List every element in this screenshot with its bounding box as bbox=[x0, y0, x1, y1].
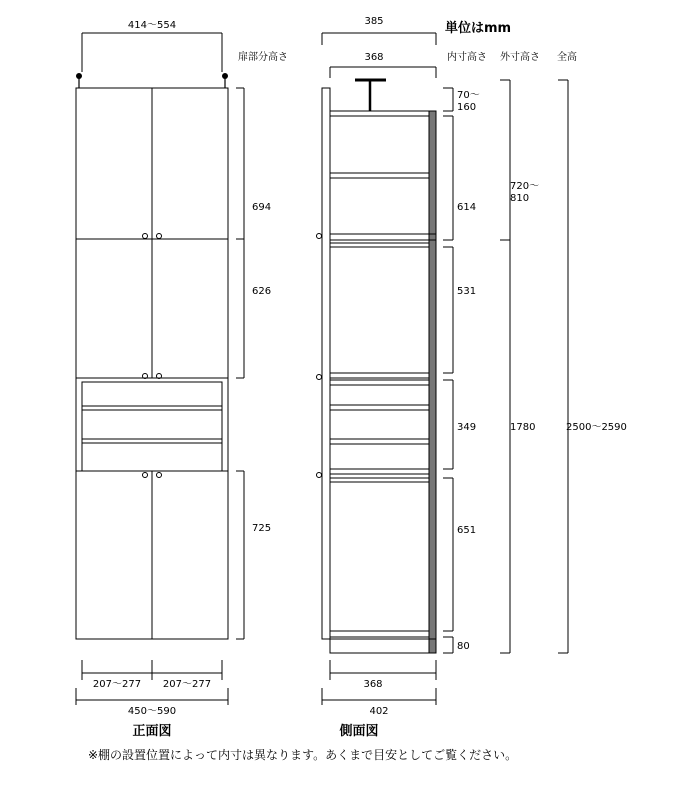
bottom-board bbox=[330, 631, 429, 637]
shelf bbox=[330, 439, 429, 444]
door-height-2: 626 bbox=[252, 286, 272, 297]
door-height-1: 694 bbox=[252, 202, 272, 213]
door-width-right: 207〜277 bbox=[162, 679, 212, 690]
inner-height-header: 内寸高さ bbox=[447, 52, 487, 63]
depth-bottom: 402 bbox=[369, 706, 389, 717]
door-height-header: 扉部分高さ bbox=[238, 52, 288, 63]
knob-icon bbox=[157, 473, 162, 478]
knob-icon bbox=[143, 234, 148, 239]
outer-depth-label: 385 bbox=[364, 16, 384, 27]
front-view bbox=[76, 20, 288, 739]
outer-height-upper-2: 810 bbox=[510, 193, 530, 204]
top-width-label: 414〜554 bbox=[127, 20, 177, 31]
shelf bbox=[330, 380, 429, 385]
inner-depth-bottom: 368 bbox=[363, 679, 383, 690]
shelf bbox=[330, 469, 429, 474]
gap-top-2: 160 bbox=[457, 102, 477, 113]
tension-knob-left bbox=[76, 73, 82, 79]
knob-icon bbox=[317, 375, 322, 380]
side-view bbox=[317, 16, 627, 739]
knob-icon bbox=[317, 234, 322, 239]
door-height-3: 725 bbox=[252, 523, 272, 534]
back-panel bbox=[429, 111, 436, 653]
total-width: 450〜590 bbox=[127, 706, 177, 717]
side-caption: 側面図 bbox=[339, 724, 379, 739]
front-caption: 正面図 bbox=[132, 724, 172, 739]
inner-depth-top-label: 368 bbox=[364, 52, 384, 63]
door-width-left: 207〜277 bbox=[92, 679, 142, 690]
inner-height-531: 531 bbox=[457, 286, 477, 297]
footnote: ※棚の設置位置によって内寸は異なります。あくまで目安としてご覧ください。 bbox=[88, 748, 518, 762]
shelf bbox=[330, 243, 429, 247]
outer-height-header: 外寸高さ bbox=[500, 52, 540, 63]
knob-icon bbox=[143, 473, 148, 478]
inner-height-651: 651 bbox=[457, 525, 477, 536]
open-shelf-area bbox=[82, 382, 222, 471]
knob-icon bbox=[317, 473, 322, 478]
inner-height-80: 80 bbox=[457, 641, 470, 652]
outer-height-lower: 1780 bbox=[510, 422, 536, 433]
side-body bbox=[330, 111, 436, 653]
outer-height-upper-1: 720〜 bbox=[510, 181, 540, 192]
shelf bbox=[330, 478, 429, 482]
gap-top-1: 70〜 bbox=[457, 90, 480, 101]
unit-label: 単位はmm bbox=[445, 21, 512, 36]
shelf bbox=[330, 373, 429, 378]
inner-height-349: 349 bbox=[457, 422, 477, 433]
divider-board bbox=[330, 234, 436, 240]
inner-height-614: 614 bbox=[457, 202, 477, 213]
shelf bbox=[330, 173, 429, 178]
door-edge bbox=[322, 88, 330, 639]
knob-icon bbox=[157, 234, 162, 239]
tension-knob-right bbox=[222, 73, 228, 79]
total-height-header: 全高 bbox=[557, 52, 577, 63]
shelf bbox=[330, 405, 429, 410]
top-board bbox=[330, 111, 429, 116]
total-height: 2500〜2590 bbox=[566, 422, 627, 433]
